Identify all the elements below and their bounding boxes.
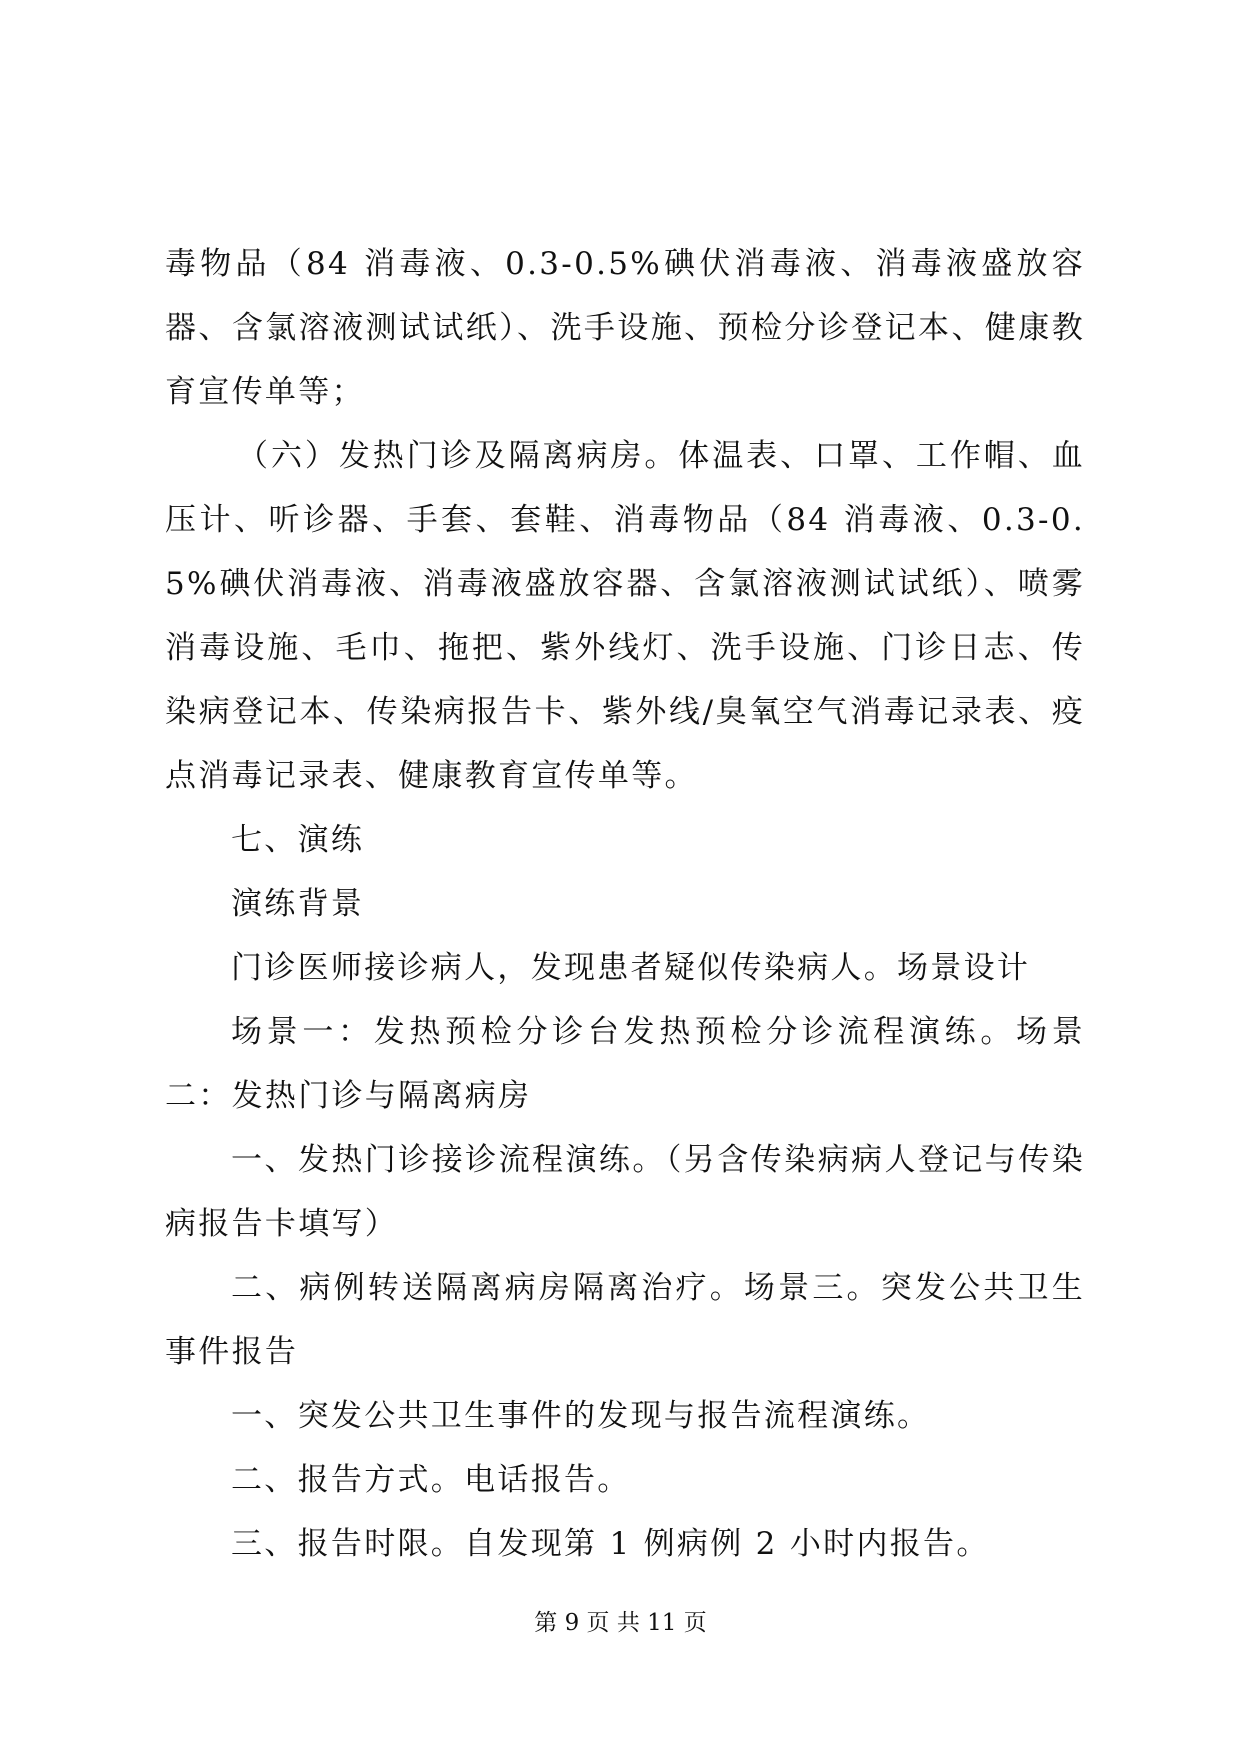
section-heading-drill: 七、演练 xyxy=(231,822,365,858)
paragraph-report-deadline: 三、报告时限。自发现第 1 例病例 2 小时内报告。 xyxy=(231,1526,990,1562)
paragraph-scenes: 场景一：发热预检分诊台发热预检分诊流程演练。场景二：发热门诊与隔离病房 xyxy=(165,1014,1085,1114)
paragraph-transfer: 二、病例转送隔离病房隔离治疗。场景三。突发公共卫生事件报告 xyxy=(165,1270,1085,1370)
paragraph-continuation: 毒物品（84 消毒液、0.3-0.5%碘伏消毒液、消毒液盛放容器、含氯溶液测试试纸）、洗手设施、预检分诊登记本、健康教育宣传单等； xyxy=(165,246,1085,410)
paragraph-report-flow: 一、突发公共卫生事件的发现与报告流程演练。 xyxy=(231,1398,931,1434)
document-body xyxy=(165,232,1085,1576)
paragraph-background: 门诊医师接诊病人，发现患者疑似传染病人。场景设计 xyxy=(231,950,1031,986)
subheading-drill-background: 演练背景 xyxy=(231,886,365,922)
paragraph-fever-clinic-supplies: （六）发热门诊及隔离病房。体温表、口罩、工作帽、血压计、听诊器、手套、套鞋、消毒物品（84 消毒液、0.3-0.5%碘伏消毒液、消毒液盛放容器、含氯溶液测试试纸）、喷雾消毒设施、毛巾、拖把、紫外线灯、洗手设施、门诊日志、传染病登记本、传染病报告卡、紫外线/臭氧空气消毒记录表、疫点消毒记录表、健康教育宣传单等。 xyxy=(165,438,1085,794)
paragraph-report-method: 二、报告方式。电话报告。 xyxy=(231,1462,631,1498)
page-number-footer: 第 9 页 共 11 页 xyxy=(534,1610,707,1636)
paragraph-clinic-flow: 一、发热门诊接诊流程演练。（另含传染病病人登记与传染病报告卡填写） xyxy=(165,1142,1085,1242)
